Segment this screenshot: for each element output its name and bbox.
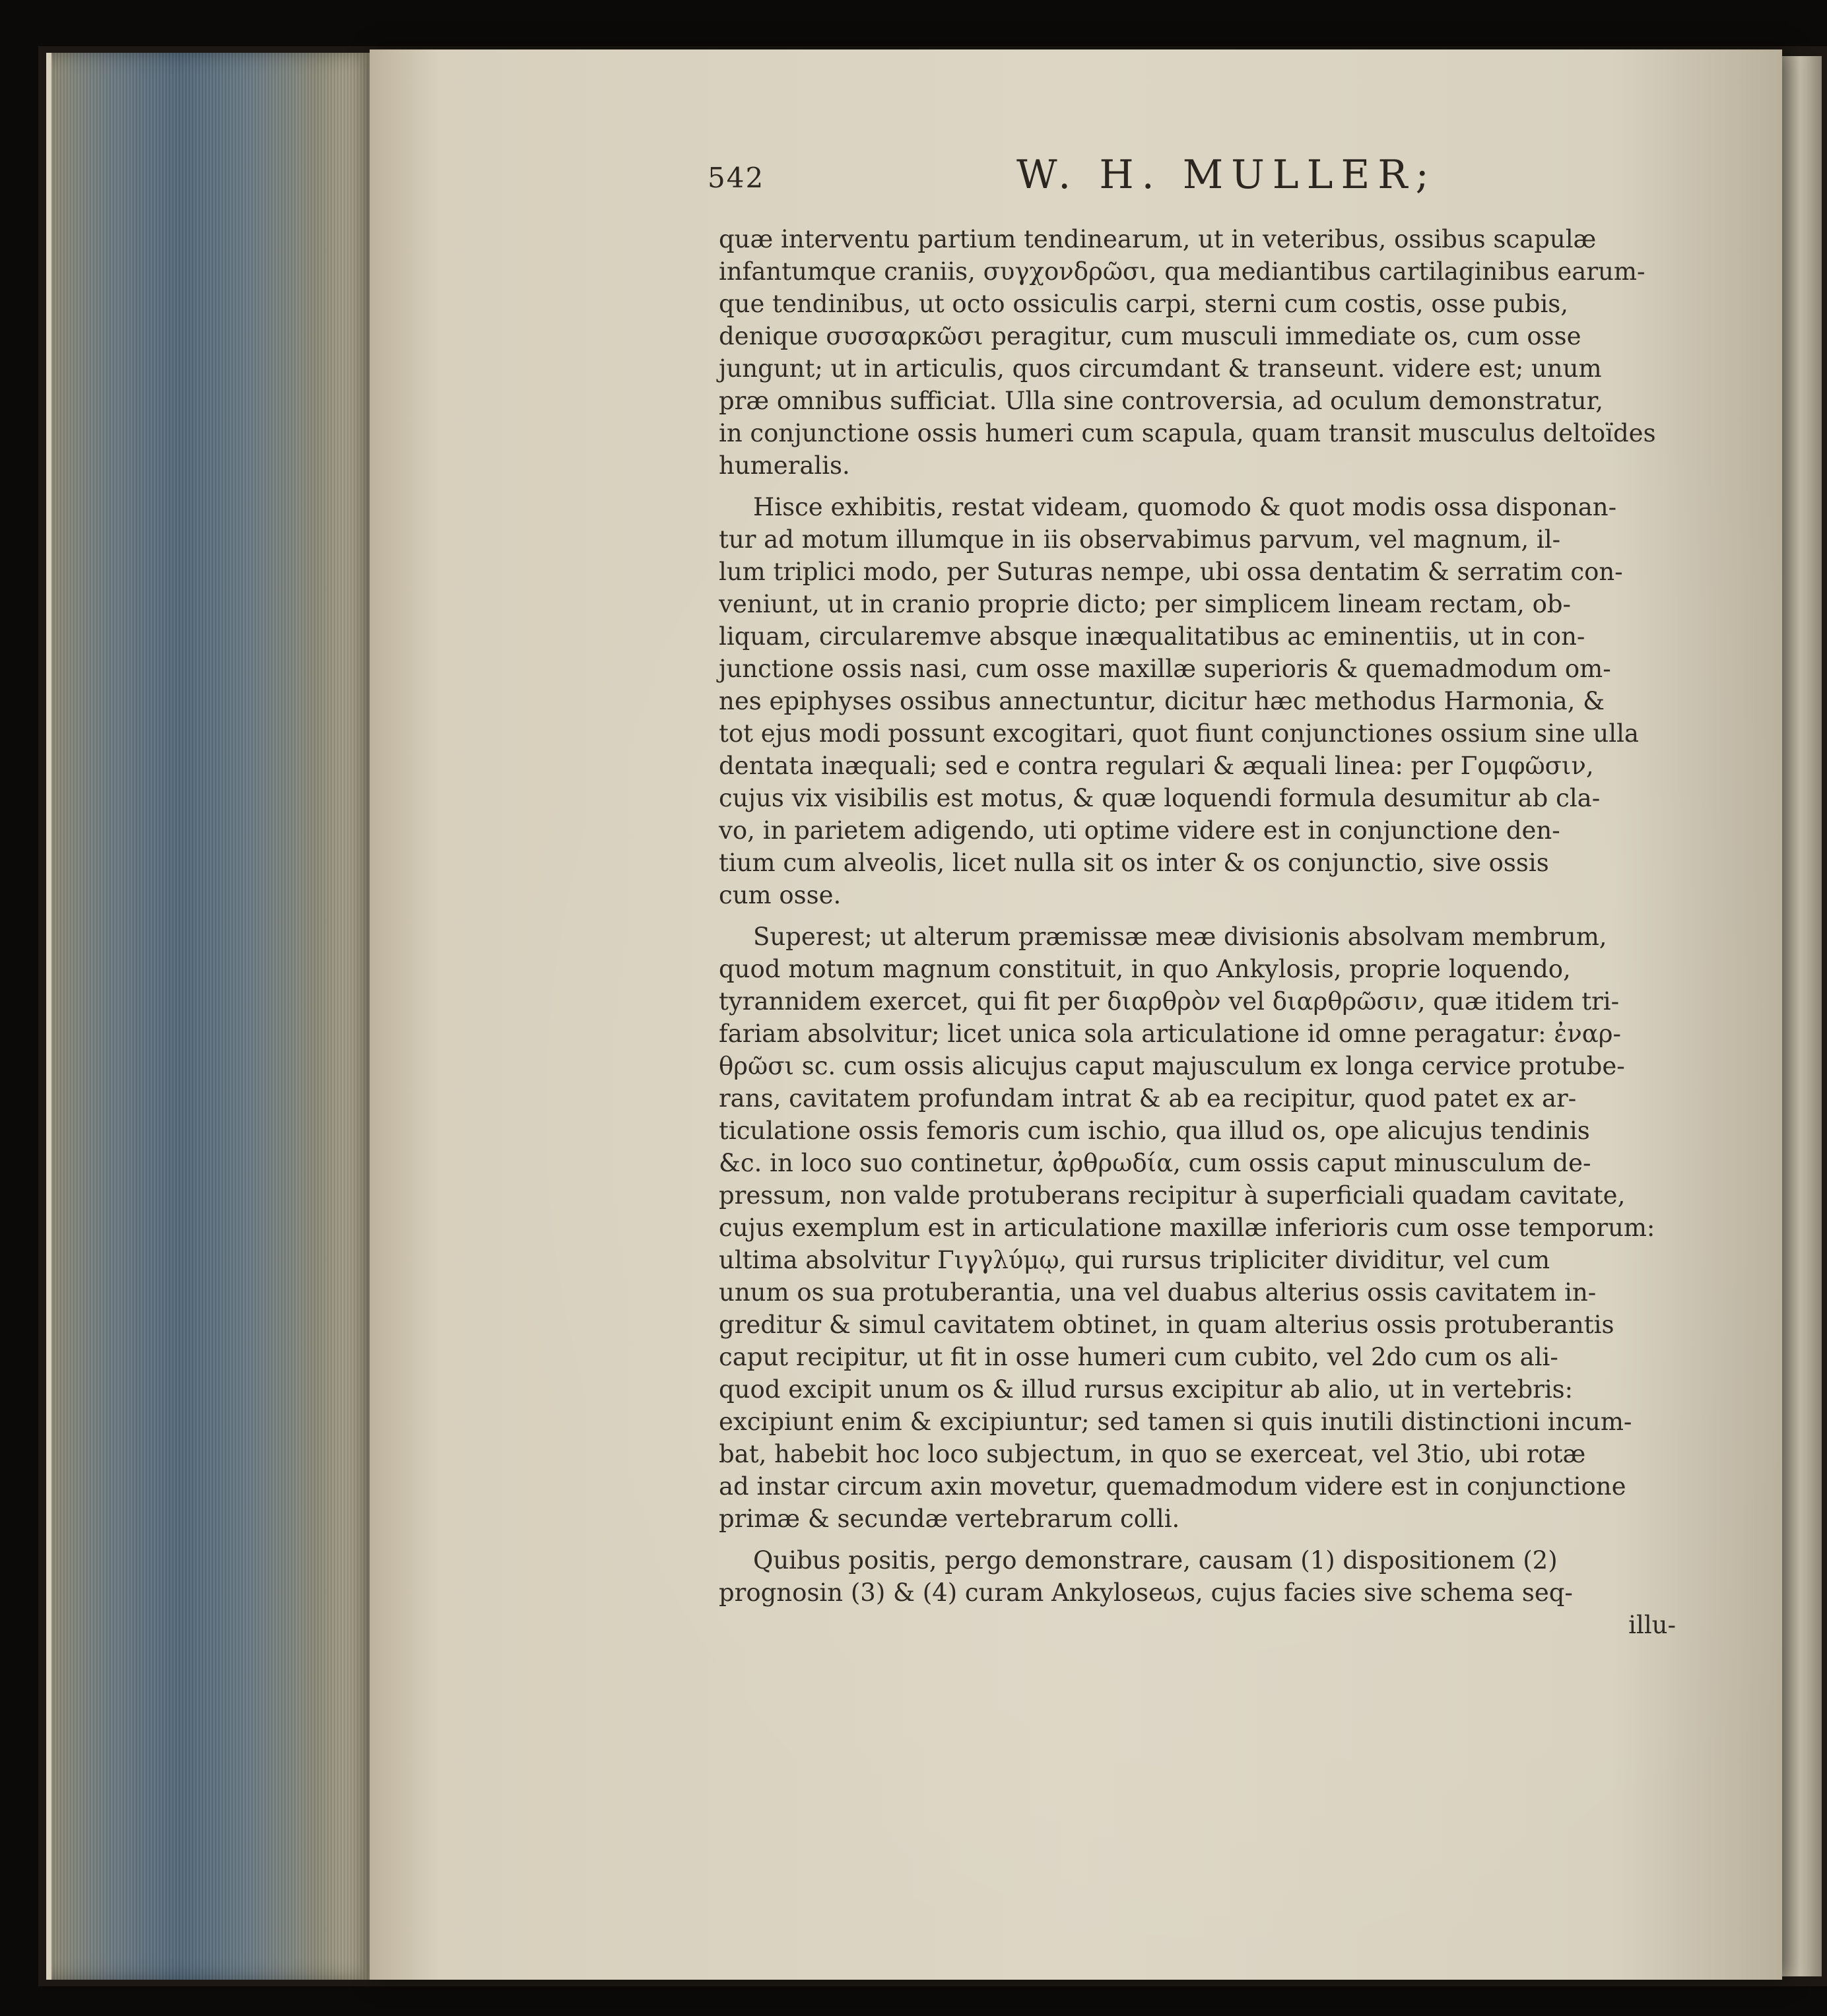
text-line: bat, habebit hoc loco subjectum, in quo se exerceat, vel 3tio, ubi rotæ bbox=[719, 1440, 1586, 1468]
text-line: Quibus positis, pergo demonstrare, causam (1) dispositionem (2) bbox=[753, 1546, 1558, 1575]
text-line: Hisce exhibitis, restat videam, quomodo & quot modis ossa disponan- bbox=[753, 493, 1617, 521]
paragraph-3 bbox=[719, 921, 1676, 1535]
page-number: 542 bbox=[708, 162, 765, 194]
text-line: Superest; ut alterum præmissæ meæ divisionis absolvam membrum, bbox=[753, 923, 1607, 951]
text-line: unum os sua protuberantia, una vel duabus alterius ossis cavitatem in- bbox=[719, 1278, 1597, 1307]
text-line: tium cum alveolis, licet nulla sit os inter & os conjunctio, sive ossis bbox=[719, 849, 1549, 877]
text-line: veniunt, ut in cranio proprie dicto; per simplicem lineam rectam, ob- bbox=[719, 590, 1572, 618]
text-line: junctione ossis nasi, cum osse maxillæ superioris & quemadmodum om- bbox=[719, 655, 1611, 683]
catchword: illu- bbox=[1628, 1611, 1676, 1639]
paragraph-gap bbox=[719, 1535, 1676, 1544]
text-line: cujus vix visibilis est motus, & quæ loquendi formula desumitur ab cla- bbox=[719, 784, 1601, 812]
text-line: caput recipitur, ut fit in osse humeri cum cubito, vel 2do cum os ali- bbox=[719, 1343, 1558, 1371]
text-line: ticulatione ossis femoris cum ischio, qua illud os, ope alicujus tendinis bbox=[719, 1117, 1590, 1145]
text-line: pressum, non valde protuberans recipitur à superficiali quadam cavitate, bbox=[719, 1181, 1626, 1210]
text-line: nes epiphyses ossibus annectuntur, dicitur hæc methodus Harmonia, & bbox=[719, 687, 1605, 715]
text-line: rans, cavitatem profundam intrat & ab ea recipitur, quod patet ex ar- bbox=[719, 1084, 1577, 1113]
text-line: denique συσσαρκῶσι peragitur, cum musculi immediate os, cum osse bbox=[719, 322, 1581, 350]
paragraph-2 bbox=[719, 491, 1676, 911]
paragraph-4 bbox=[719, 1544, 1676, 1641]
text-line: fariam absolvitur; licet unica sola articulatione id omne peragatur: ἐναρ- bbox=[719, 1020, 1621, 1048]
text-line: prognosin (3) & (4) curam Ankyloseωs, cujus facies sive schema seq- bbox=[719, 1578, 1573, 1607]
text-line: jungunt; ut in articulis, quos circumdant & transeunt. videre est; unum bbox=[719, 354, 1602, 383]
text-line: lum triplici modo, per Suturas nempe, ubi ossa dentatim & serratim con- bbox=[719, 558, 1623, 586]
text-line: præ omnibus sufficiat. Ulla sine controversia, ad oculum demonstratur, bbox=[719, 387, 1603, 415]
text-line: ultima absolvitur Γιγγλύμῳ, qui rursus tripliciter dividitur, vel cum bbox=[719, 1246, 1550, 1274]
text-line: quæ interventu partium tendinearum, ut in veteribus, ossibus scapulæ bbox=[719, 225, 1597, 253]
paragraph-gap bbox=[719, 911, 1676, 921]
text-line: humeralis. bbox=[719, 451, 850, 480]
text-line: θρῶσι sc. cum ossis alicujus caput majusculum ex longa cervice protube- bbox=[719, 1052, 1625, 1080]
text-line: &c. in loco suo continetur, ἀρθρωδία, cum ossis caput minusculum de- bbox=[719, 1149, 1591, 1177]
text-line: tur ad motum illumque in iis observabimus parvum, vel magnum, il- bbox=[719, 525, 1561, 554]
text-line: primæ & secundæ vertebrarum colli. bbox=[719, 1505, 1180, 1533]
paragraph-gap bbox=[719, 482, 1676, 491]
text-line: vo, in parietem adigendo, uti optime videre est in conjunctione den- bbox=[719, 816, 1560, 845]
running-head bbox=[370, 145, 1782, 198]
text-line: ad instar circum axin movetur, quemadmodum videre est in conjunctione bbox=[719, 1472, 1626, 1501]
text-line: excipiunt enim & excipiuntur; sed tamen si quis inutili distinctioni incum- bbox=[719, 1408, 1632, 1436]
text-line: cum osse. bbox=[719, 881, 842, 909]
text-line: quod motum magnum constituit, in quo Ankylosis, proprie loquendo, bbox=[719, 955, 1571, 983]
text-line: cujus exemplum est in articulatione maxillæ inferioris cum osse temporum: bbox=[719, 1214, 1655, 1242]
text-line: que tendinibus, ut octo ossiculis carpi, sterni cum costis, osse pubis, bbox=[719, 290, 1569, 318]
text-line: dentata inæquali; sed e contra regulari & æquali linea: per Γομφῶσιν, bbox=[719, 752, 1594, 780]
text-line: liquam, circularemve absque inæqualitatibus ac eminentiis, ut in con- bbox=[719, 622, 1585, 651]
text-line: tot ejus modi possunt excogitari, quot fiunt conjunctiones ossium sine ulla bbox=[719, 719, 1639, 748]
book-fore-edge bbox=[46, 53, 375, 1980]
body-text bbox=[719, 223, 1676, 1641]
text-line: greditur & simul cavitatem obtinet, in quam alterius ossis protuberantis bbox=[719, 1311, 1614, 1339]
book-page bbox=[370, 49, 1782, 1980]
text-line: in conjunctione ossis humeri cum scapula, quam transit musculus deltoïdes bbox=[719, 419, 1656, 447]
paragraph-1 bbox=[719, 223, 1676, 482]
facing-page-edge bbox=[1782, 56, 1822, 1976]
text-line: tyrannidem exercet, qui fit per διαρθρὸν vel διαρθρῶσιν, quæ itidem tri- bbox=[719, 987, 1620, 1016]
running-title: W. H. MULLER; bbox=[1016, 152, 1437, 198]
text-line: quod excipit unum os & illud rursus excipitur ab alio, ut in vertebris: bbox=[719, 1375, 1574, 1404]
text-line: infantumque craniis, συγχονδρῶσι, qua mediantibus cartilaginibus earum- bbox=[719, 257, 1645, 286]
